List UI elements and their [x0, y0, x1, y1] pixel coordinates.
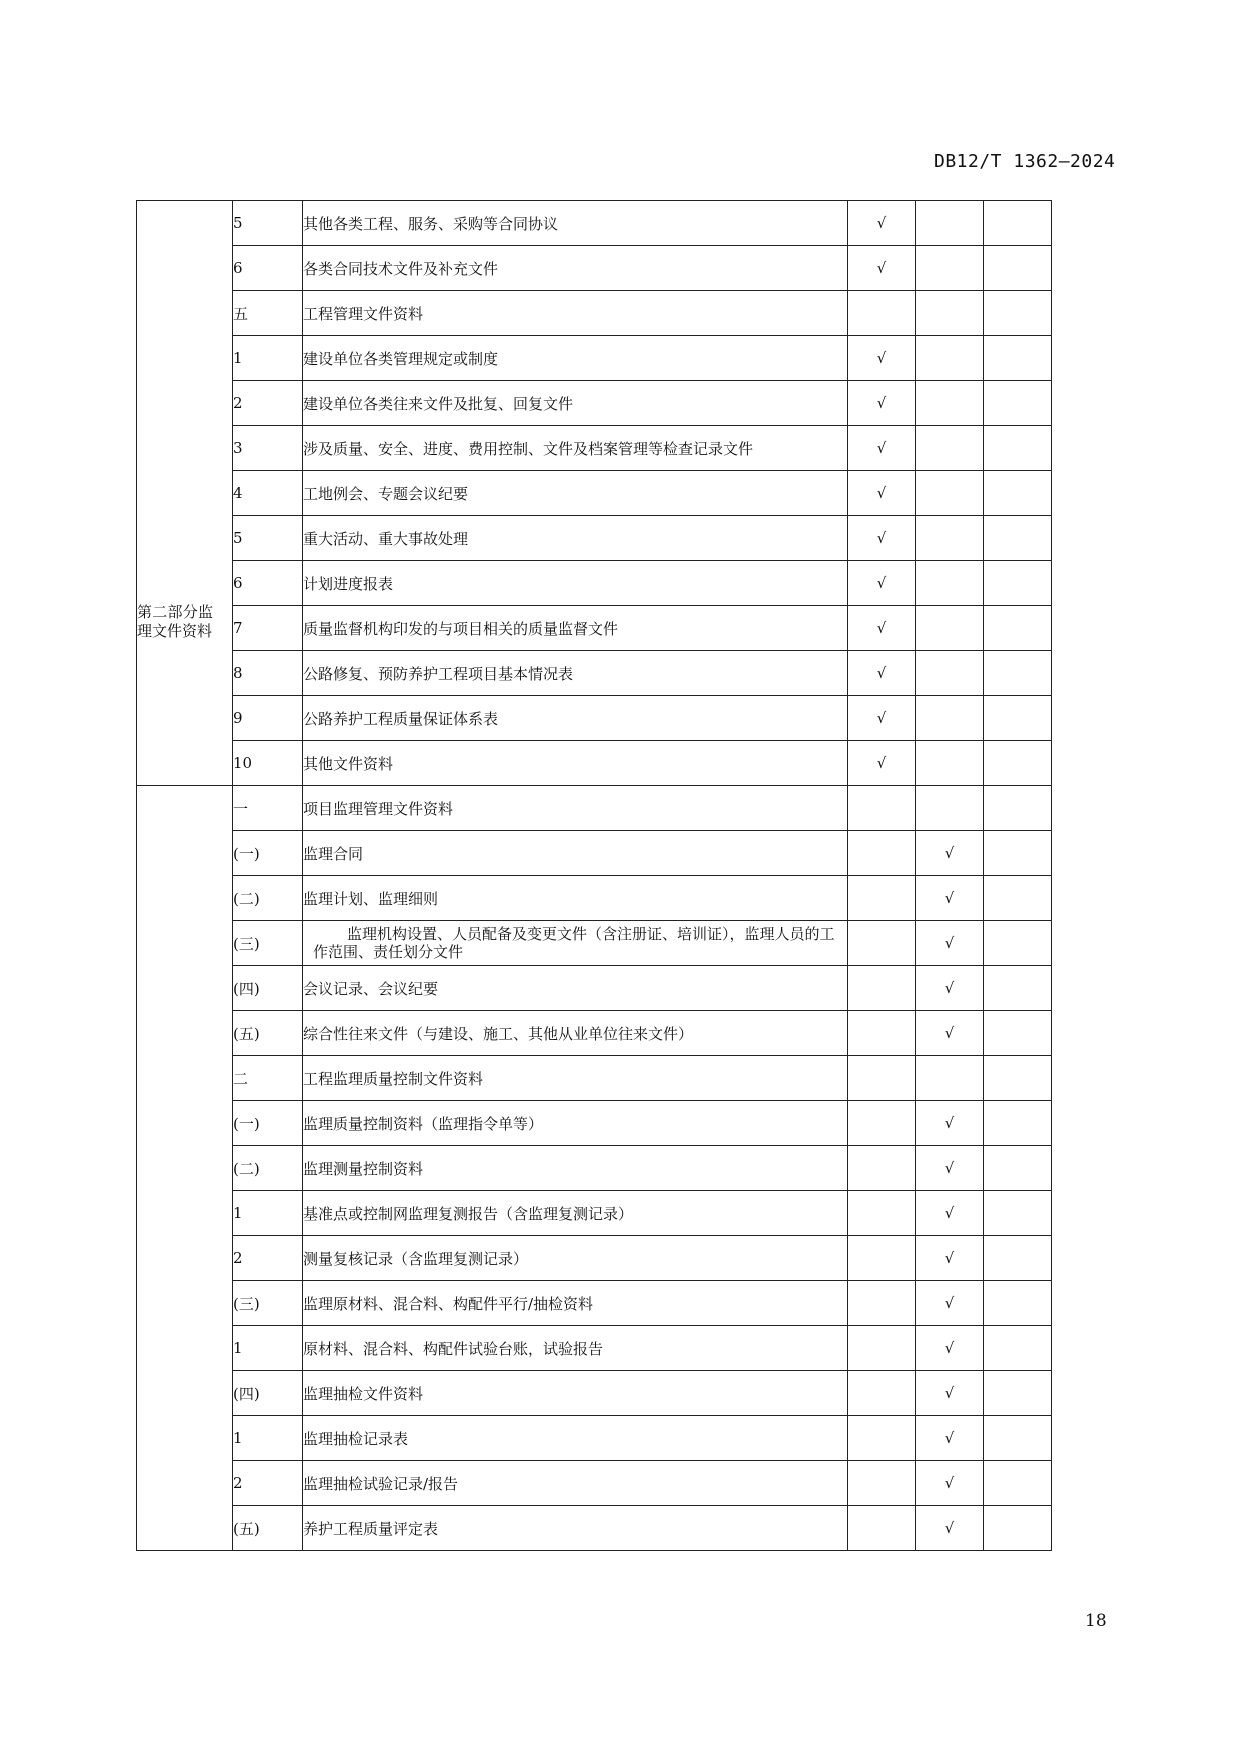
- item-description: [303, 921, 848, 966]
- item-number: 3: [233, 426, 303, 471]
- item-description: 重大活动、重大事故处理: [303, 516, 848, 561]
- check-cell-1: [848, 1281, 916, 1326]
- check-cell-1: √: [848, 696, 916, 741]
- item-description: 各类合同技术文件及补充文件: [303, 246, 848, 291]
- table-row: [137, 1056, 1052, 1101]
- check-cell-1: [848, 1506, 916, 1551]
- check-cell-1: √: [848, 606, 916, 651]
- check-cell-1: [848, 1326, 916, 1371]
- item-description: 基准点或控制网监理复测报告（含监理复测记录）: [303, 1191, 848, 1236]
- check-cell-1: [848, 1416, 916, 1461]
- table-row: [137, 381, 1052, 426]
- check-cell-1: [848, 291, 916, 336]
- item-number: 10: [233, 741, 303, 786]
- item-description: 监理计划、监理细则: [303, 876, 848, 921]
- item-description: 涉及质量、安全、进度、费用控制、文件及档案管理等检查记录文件: [303, 426, 848, 471]
- item-number: 2: [233, 1236, 303, 1281]
- check-cell-3: [984, 1371, 1052, 1416]
- item-number: 1: [233, 1326, 303, 1371]
- check-cell-1: [848, 1056, 916, 1101]
- item-number: (五): [233, 1011, 303, 1056]
- check-cell-2: [916, 786, 984, 831]
- table-row: [137, 336, 1052, 381]
- check-cell-3: [984, 291, 1052, 336]
- item-number: (三): [233, 921, 303, 966]
- item-number: 五: [233, 291, 303, 336]
- check-cell-2: [916, 336, 984, 381]
- check-cell-3: [984, 651, 1052, 696]
- page-number: 18: [1085, 1611, 1107, 1631]
- check-cell-1: [848, 1371, 916, 1416]
- check-cell-1: [848, 876, 916, 921]
- check-cell-2: [916, 606, 984, 651]
- item-number: 1: [233, 336, 303, 381]
- table-row: [137, 201, 1052, 246]
- table-row: [137, 1011, 1052, 1056]
- table-row: [137, 651, 1052, 696]
- item-number: (二): [233, 1146, 303, 1191]
- item-number: (一): [233, 1101, 303, 1146]
- check-cell-3: [984, 1146, 1052, 1191]
- table-row: [137, 966, 1052, 1011]
- check-cell-1: √: [848, 426, 916, 471]
- item-description: 监理质量控制资料（监理指令单等）: [303, 1101, 848, 1146]
- check-cell-2: [916, 426, 984, 471]
- item-description-text: 监理机构设置、人员配备及变更文件（含注册证、培训证），监理人员的工作范围、责任划分文件: [313, 925, 835, 961]
- check-cell-3: [984, 471, 1052, 516]
- check-cell-3: [984, 1011, 1052, 1056]
- section-one-cell: [137, 201, 233, 786]
- table-row: [137, 831, 1052, 876]
- check-cell-1: [848, 921, 916, 966]
- check-cell-3: [984, 426, 1052, 471]
- item-description: 其他各类工程、服务、采购等合同协议: [303, 201, 848, 246]
- check-cell-3: [984, 606, 1052, 651]
- table-row: [137, 471, 1052, 516]
- check-cell-3: [984, 1506, 1052, 1551]
- check-cell-3: [984, 1281, 1052, 1326]
- check-cell-3: [984, 876, 1052, 921]
- item-number: 7: [233, 606, 303, 651]
- records-table-body: [137, 201, 1052, 1551]
- check-cell-1: √: [848, 201, 916, 246]
- check-cell-1: √: [848, 381, 916, 426]
- check-cell-2: [916, 561, 984, 606]
- check-cell-1: √: [848, 516, 916, 561]
- check-cell-2: √: [916, 1101, 984, 1146]
- check-cell-2: [916, 1056, 984, 1101]
- check-cell-1: √: [848, 246, 916, 291]
- table-row: [137, 1281, 1052, 1326]
- check-cell-3: [984, 1056, 1052, 1101]
- check-cell-2: √: [916, 1281, 984, 1326]
- item-description: 会议记录、会议纪要: [303, 966, 848, 1011]
- check-cell-2: √: [916, 831, 984, 876]
- item-number: (三): [233, 1281, 303, 1326]
- table-row: [137, 1191, 1052, 1236]
- item-number: 1: [233, 1416, 303, 1461]
- item-description: 监理抽检文件资料: [303, 1371, 848, 1416]
- check-cell-3: [984, 1461, 1052, 1506]
- item-description: 质量监督机构印发的与项目相关的质量监督文件: [303, 606, 848, 651]
- item-number: 6: [233, 246, 303, 291]
- check-cell-3: [984, 336, 1052, 381]
- check-cell-1: √: [848, 561, 916, 606]
- table-row: [137, 606, 1052, 651]
- document-code: DB12/T 1362—2024: [934, 151, 1116, 172]
- item-description: 监理抽检记录表: [303, 1416, 848, 1461]
- table-row: [137, 1101, 1052, 1146]
- item-description: 监理测量控制资料: [303, 1146, 848, 1191]
- table-row: [137, 1146, 1052, 1191]
- check-cell-2: √: [916, 1506, 984, 1551]
- item-description: 监理抽检试验记录/报告: [303, 1461, 848, 1506]
- check-cell-1: [848, 831, 916, 876]
- check-cell-1: [848, 966, 916, 1011]
- section-two-cell: [137, 603, 233, 1551]
- item-number: 2: [233, 381, 303, 426]
- item-number: (一): [233, 831, 303, 876]
- check-cell-1: [848, 786, 916, 831]
- check-cell-1: √: [848, 336, 916, 381]
- check-cell-2: [916, 291, 984, 336]
- item-number: 6: [233, 561, 303, 606]
- check-cell-3: [984, 966, 1052, 1011]
- check-cell-2: [916, 246, 984, 291]
- item-description: 原材料、混合料、构配件试验台账，试验报告: [303, 1326, 848, 1371]
- table-row: [137, 1326, 1052, 1371]
- table-row: [137, 1461, 1052, 1506]
- check-cell-1: [848, 1236, 916, 1281]
- item-description: 工程监理质量控制文件资料: [303, 1056, 848, 1101]
- item-description: 监理原材料、混合料、构配件平行/抽检资料: [303, 1281, 848, 1326]
- check-cell-1: √: [848, 471, 916, 516]
- item-description: 工地例会、专题会议纪要: [303, 471, 848, 516]
- check-cell-2: [916, 201, 984, 246]
- check-cell-3: [984, 786, 1052, 831]
- table-row: [137, 921, 1052, 966]
- check-cell-2: √: [916, 1191, 984, 1236]
- item-number: 2: [233, 1461, 303, 1506]
- check-cell-3: [984, 741, 1052, 786]
- check-cell-2: √: [916, 1416, 984, 1461]
- check-cell-1: [848, 1461, 916, 1506]
- check-cell-3: [984, 1236, 1052, 1281]
- section-two-label: 第二部分监理文件资料: [137, 603, 213, 640]
- check-cell-3: [984, 246, 1052, 291]
- check-cell-3: [984, 561, 1052, 606]
- check-cell-3: [984, 201, 1052, 246]
- table-row: [137, 1506, 1052, 1551]
- check-cell-3: [984, 1191, 1052, 1236]
- check-cell-2: √: [916, 1146, 984, 1191]
- check-cell-3: [984, 921, 1052, 966]
- item-number: 一: [233, 786, 303, 831]
- check-cell-2: [916, 516, 984, 561]
- check-cell-2: √: [916, 966, 984, 1011]
- check-cell-2: √: [916, 1461, 984, 1506]
- item-description: 建设单位各类往来文件及批复、回复文件: [303, 381, 848, 426]
- table-row: [137, 291, 1052, 336]
- check-cell-3: [984, 1416, 1052, 1461]
- item-number: (二): [233, 876, 303, 921]
- table-row: [137, 696, 1052, 741]
- item-description: 公路养护工程质量保证体系表: [303, 696, 848, 741]
- item-number: (四): [233, 966, 303, 1011]
- table-row: [137, 516, 1052, 561]
- check-cell-2: [916, 381, 984, 426]
- item-number: 二: [233, 1056, 303, 1101]
- item-number: (四): [233, 1371, 303, 1416]
- table-row: [137, 426, 1052, 471]
- item-description: 养护工程质量评定表: [303, 1506, 848, 1551]
- item-description: 测量复核记录（含监理复测记录）: [303, 1236, 848, 1281]
- item-description: 计划进度报表: [303, 561, 848, 606]
- check-cell-2: √: [916, 1236, 984, 1281]
- check-cell-2: √: [916, 1371, 984, 1416]
- check-cell-1: [848, 1011, 916, 1056]
- records-table: [136, 200, 1052, 1551]
- check-cell-2: √: [916, 876, 984, 921]
- item-number: 5: [233, 201, 303, 246]
- check-cell-3: [984, 1326, 1052, 1371]
- check-cell-1: √: [848, 651, 916, 696]
- check-cell-1: [848, 1146, 916, 1191]
- table-row: [137, 561, 1052, 606]
- check-cell-1: √: [848, 741, 916, 786]
- table-row: [137, 1371, 1052, 1416]
- table-row: [137, 1236, 1052, 1281]
- item-number: 9: [233, 696, 303, 741]
- item-description: 综合性往来文件（与建设、施工、其他从业单位往来文件）: [303, 1011, 848, 1056]
- item-description: 项目监理管理文件资料: [303, 786, 848, 831]
- check-cell-3: [984, 831, 1052, 876]
- table-row: [137, 246, 1052, 291]
- check-cell-2: √: [916, 921, 984, 966]
- check-cell-1: [848, 1101, 916, 1146]
- item-description: 工程管理文件资料: [303, 291, 848, 336]
- item-description: 监理合同: [303, 831, 848, 876]
- table-row: [137, 876, 1052, 921]
- item-number: 8: [233, 651, 303, 696]
- table-row: [137, 1416, 1052, 1461]
- check-cell-2: [916, 741, 984, 786]
- item-number: (五): [233, 1506, 303, 1551]
- item-description: 建设单位各类管理规定或制度: [303, 336, 848, 381]
- table-row: [137, 786, 1052, 831]
- check-cell-3: [984, 516, 1052, 561]
- item-description: 公路修复、预防养护工程项目基本情况表: [303, 651, 848, 696]
- check-cell-2: [916, 471, 984, 516]
- check-cell-3: [984, 696, 1052, 741]
- item-number: 1: [233, 1191, 303, 1236]
- check-cell-2: √: [916, 1326, 984, 1371]
- check-cell-1: [848, 1191, 916, 1236]
- check-cell-2: √: [916, 1011, 984, 1056]
- check-cell-3: [984, 381, 1052, 426]
- item-description: 其他文件资料: [303, 741, 848, 786]
- check-cell-3: [984, 1101, 1052, 1146]
- check-cell-2: [916, 696, 984, 741]
- check-cell-2: [916, 651, 984, 696]
- item-number: 4: [233, 471, 303, 516]
- table-row: [137, 741, 1052, 786]
- item-number: 5: [233, 516, 303, 561]
